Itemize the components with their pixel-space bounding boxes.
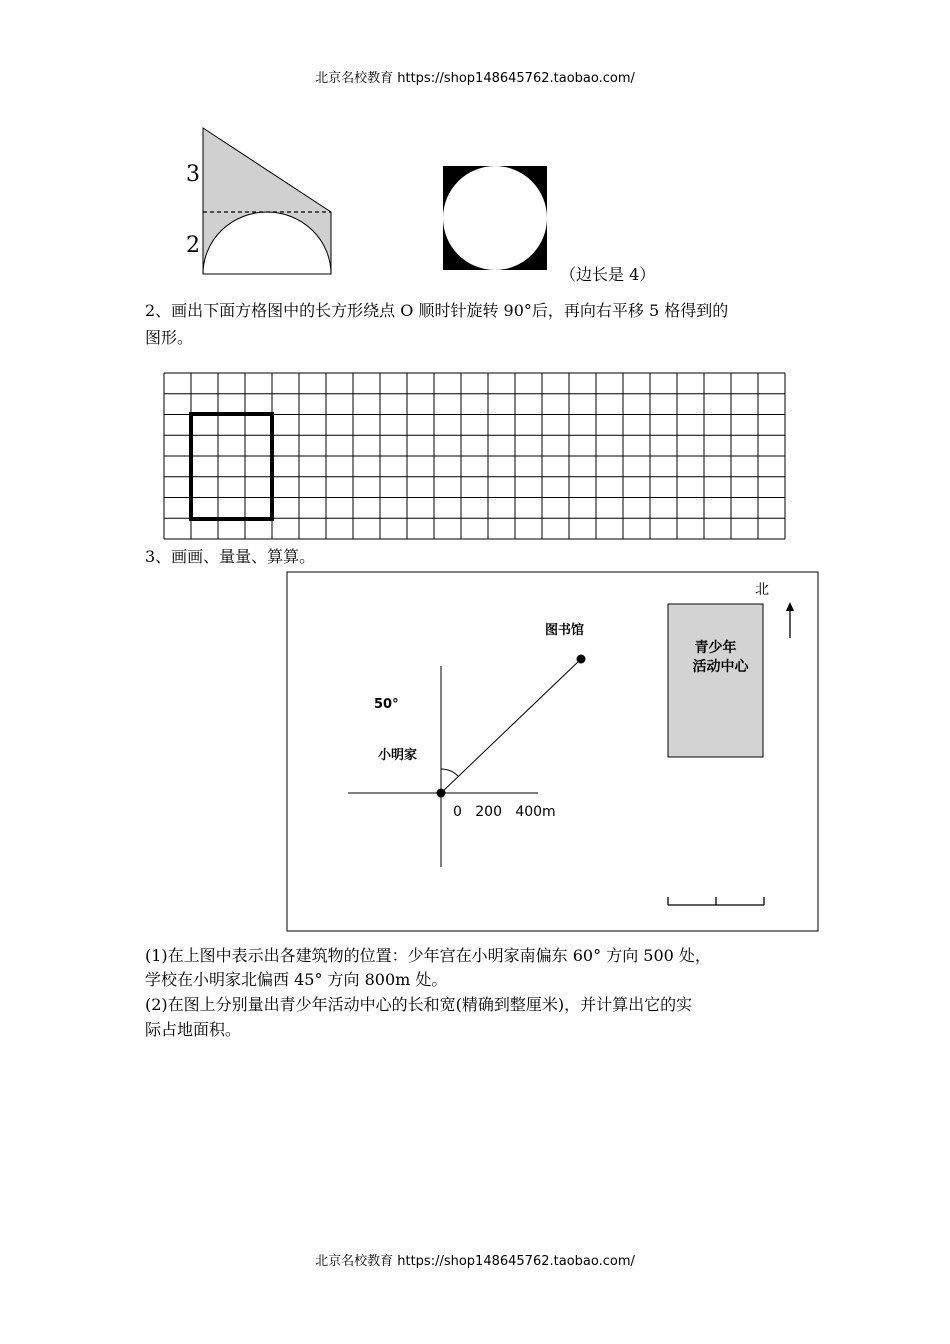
home-point — [437, 789, 446, 798]
page-footer: 北京名校教育 https://shop148645762.taobao.com/ — [315, 1254, 635, 1269]
angle-label: 50° — [374, 697, 399, 712]
label-2: 2 — [186, 233, 200, 258]
q3-sub1-line1: (1)在上图中表示出各建筑物的位置：少年宫在小明家南偏东 60° 方向 500 处， — [145, 946, 711, 965]
home-label: 小明家 — [378, 748, 418, 763]
circle-in-square-figure — [443, 166, 547, 270]
q3-title: 3、画画、量量、算算。 — [145, 547, 316, 566]
q2-text-line2: 图形。 — [145, 328, 194, 347]
scale-label: 0 200 400m — [453, 804, 556, 820]
center-label-line2: 活动中心 — [692, 659, 749, 675]
library-point — [577, 655, 586, 664]
q3-sub1-line2: 学校在小明家北偏西 45° 方向 800m 处。 — [145, 970, 448, 989]
center-label-line1: 青少年 — [694, 640, 737, 656]
q3-sub2-line1: (2)在图上分别量出青少年活动中心的长和宽(精确到整厘米)，并计算出它的实 — [145, 995, 693, 1014]
label-3: 3 — [186, 162, 200, 187]
q3-sub2-line2: 际占地面积。 — [145, 1020, 242, 1039]
north-label: 北 — [755, 582, 769, 598]
youth-activity-center — [668, 604, 763, 757]
triangle-semicircle-figure — [203, 128, 331, 274]
grid-rectangle — [191, 414, 272, 519]
side-length-note: （边长是 4） — [560, 265, 656, 284]
square-grid — [164, 373, 785, 539]
q2-text-line1: 2、画出下面方格图中的长方形绕点 O 顺时针旋转 90°后，再向右平移 5 格得到的 — [145, 301, 729, 320]
library-label: 图书馆 — [545, 623, 585, 638]
page-header: 北京名校教育 https://shop148645762.taobao.com/ — [315, 71, 635, 86]
